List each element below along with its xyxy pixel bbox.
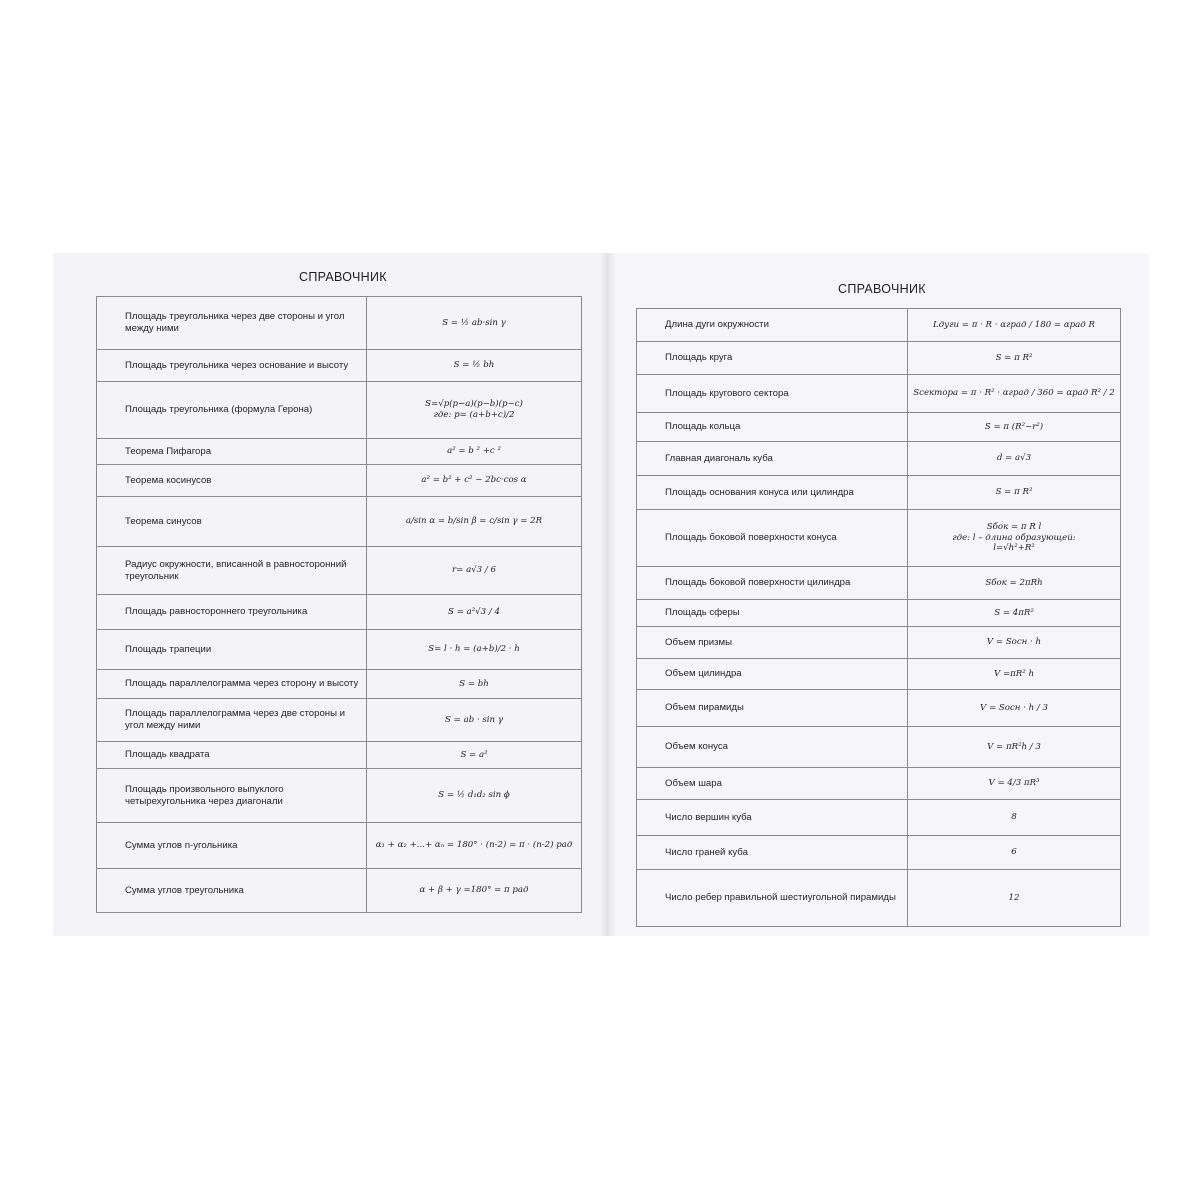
formula-cell (908, 768, 1121, 800)
topic-cell: Число граней куба (637, 836, 908, 870)
topic-cell: Теорема синусов (97, 497, 367, 547)
formula-line: S = π R² (995, 352, 1033, 363)
formula-cell (908, 727, 1121, 768)
table-row (637, 659, 1121, 690)
topic-cell: Объем призмы (637, 627, 908, 659)
table-row (97, 350, 582, 382)
table-row (637, 375, 1121, 413)
formula-cell (908, 342, 1121, 375)
table-row (637, 476, 1121, 510)
formula-line: d = a√3 (996, 453, 1032, 464)
topic-cell: Сумма углов треугольника (97, 869, 367, 913)
right-reference-table (636, 308, 1121, 927)
table-row (637, 442, 1121, 476)
formula-cell (367, 630, 582, 670)
table-row (637, 342, 1121, 375)
topic-cell: Число вершин куба (637, 800, 908, 836)
formula-cell (908, 510, 1121, 567)
formula-cell (367, 547, 582, 595)
formula-line: a/sin α = b/sin β = c/sin γ = 2R (405, 516, 543, 527)
table-row (637, 800, 1121, 836)
table-row (637, 510, 1121, 567)
formula-line: a² = b² + c² − 2bc·cos α (421, 475, 527, 486)
table-row (637, 309, 1121, 342)
formula-cell (908, 800, 1121, 836)
table-row (97, 497, 582, 547)
formula-cell (908, 413, 1121, 442)
table-row (97, 869, 582, 913)
formula-line: S = bh (459, 678, 489, 689)
formula-line: Sбок = 2πRh (985, 577, 1043, 588)
topic-cell: Длина дуги окружности (637, 309, 908, 342)
formula-cell (908, 690, 1121, 727)
formula-line: V = πR²h / 3 (987, 741, 1041, 752)
topic-cell: Площадь кругового сектора (637, 375, 908, 413)
table-row (97, 742, 582, 769)
topic-cell: Площадь параллелограмма через сторону и высоту (97, 670, 367, 699)
formula-line: V = 4/3 πR³ (988, 778, 1040, 789)
topic-cell: Теорема Пифагора (97, 439, 367, 465)
formula-line: S = ab · sin γ (445, 714, 503, 725)
topic-cell: Теорема косинусов (97, 465, 367, 497)
formula-line: a² = b ² +c ² (447, 446, 501, 457)
formula-line: Sсектора = π · R² · αград / 360 = αрад R² / 2 (913, 388, 1115, 399)
table-row (97, 297, 582, 350)
topic-cell: Площадь трапеции (97, 630, 367, 670)
formula-cell (367, 742, 582, 769)
formula-line: 6 (1011, 847, 1017, 858)
table-row (97, 382, 582, 439)
topic-cell: Площадь треугольника через основание и высоту (97, 350, 367, 382)
formula-cell (367, 350, 582, 382)
topic-cell: Радиус окружности, вписанной в равносторонний треугольник (97, 547, 367, 595)
formula-line: Lдуги = π · R · αград / 180 = αрад R (933, 319, 1095, 330)
formula-cell (908, 309, 1121, 342)
formula-line: 8 (1011, 812, 1017, 823)
formula-line: S = 4πR² (994, 607, 1034, 618)
left-page-title: СПРАВОЧНИК (299, 270, 387, 284)
formula-line: S = ½ bh (453, 360, 495, 371)
formula-cell (908, 659, 1121, 690)
formula-line: 12 (1008, 892, 1020, 903)
table-row (637, 600, 1121, 627)
table-row (97, 630, 582, 670)
book-gutter (600, 253, 616, 936)
table-row (97, 547, 582, 595)
topic-cell: Главная диагональ куба (637, 442, 908, 476)
formula-line: V =πR² h (994, 668, 1034, 679)
formula-line: S = ½ d₁d₂ sin ϕ (438, 790, 510, 801)
formula-cell (908, 567, 1121, 600)
table-row (637, 727, 1121, 768)
topic-cell: Площадь сферы (637, 600, 908, 627)
formula-cell (367, 670, 582, 699)
formula-line: где: p= (a+b+c)/2 (433, 410, 515, 420)
formula-cell (367, 439, 582, 465)
formula-line: V = Sосн · h (986, 637, 1042, 648)
topic-cell: Площадь равностороннего треугольника (97, 595, 367, 630)
formula-cell (367, 823, 582, 869)
left-reference-table (96, 296, 582, 913)
table-row (637, 413, 1121, 442)
formula-line: S= l · h = (a+b)/2 · h (428, 644, 520, 655)
formula-line: S = ½ ab·sin γ (442, 317, 506, 328)
table-row (97, 699, 582, 742)
formula-line: S=√p(p−a)(p−b)(p−c) (425, 399, 523, 410)
table-row (637, 690, 1121, 727)
formula-cell (367, 382, 582, 439)
topic-cell: Площадь квадрата (97, 742, 367, 769)
formula-cell (367, 465, 582, 497)
formula-line: S = a² (460, 749, 488, 760)
formula-line: S = a²√3 / 4 (448, 606, 500, 617)
formula-cell (908, 870, 1121, 927)
formula-cell (367, 869, 582, 913)
table-row (637, 627, 1121, 659)
right-page-title: СПРАВОЧНИК (838, 282, 926, 296)
table-row (97, 595, 582, 630)
topic-cell: Площадь боковой поверхности цилиндра (637, 567, 908, 600)
formula-line: где: l – длина образующей: (952, 532, 1076, 543)
formula-line: l=√h²+R² (993, 543, 1035, 554)
topic-cell: Площадь треугольника через две стороны и угол между ними (97, 297, 367, 350)
table-row (637, 567, 1121, 600)
topic-cell: Число ребер правильной шестиугольной пирамиды (637, 870, 908, 927)
topic-cell: Площадь основания конуса или цилиндра (637, 476, 908, 510)
topic-cell: Площадь произвольного выпуклого четырехугольника через диагонали (97, 769, 367, 823)
formula-cell (367, 699, 582, 742)
table-row (97, 439, 582, 465)
topic-cell: Объем конуса (637, 727, 908, 768)
formula-cell (908, 836, 1121, 870)
table-row (97, 670, 582, 699)
formula-line: S = π R² (995, 487, 1033, 498)
topic-cell: Площадь параллелограмма через две стороны и угол между ними (97, 699, 367, 742)
topic-cell: Сумма углов n-угольника (97, 823, 367, 869)
formula-line: r= a√3 / 6 (452, 565, 496, 576)
table-row (97, 823, 582, 869)
formula-cell (908, 375, 1121, 413)
topic-cell: Объем цилиндра (637, 659, 908, 690)
topic-cell: Площадь боковой поверхности конуса (637, 510, 908, 567)
formula-cell (367, 595, 582, 630)
topic-cell: Площадь треугольника (формула Герона) (97, 382, 367, 439)
formula-line: Sбок = π R l (986, 521, 1042, 532)
formula-cell (908, 600, 1121, 627)
formula-line: V = Sосн · h / 3 (980, 702, 1048, 713)
formula-cell (908, 442, 1121, 476)
formula-cell (367, 297, 582, 350)
formula-line: α₁ + α₂ +...+ αₙ = 180° · (n-2) = π · (n-2) рад (375, 840, 573, 851)
table-row (637, 870, 1121, 927)
formula-line: S = π (R²−r²) (984, 421, 1044, 432)
topic-cell: Объем шара (637, 768, 908, 800)
topic-cell: Площадь круга (637, 342, 908, 375)
formula-cell (367, 497, 582, 547)
formula-cell (367, 769, 582, 823)
table-row (637, 836, 1121, 870)
topic-cell: Площадь кольца (637, 413, 908, 442)
formula-cell (908, 476, 1121, 510)
table-row (637, 768, 1121, 800)
table-row (97, 769, 582, 823)
formula-cell (908, 627, 1121, 659)
topic-cell: Объем пирамиды (637, 690, 908, 727)
table-row (97, 465, 582, 497)
formula-line: α + β + γ =180° = π рад (419, 885, 529, 896)
